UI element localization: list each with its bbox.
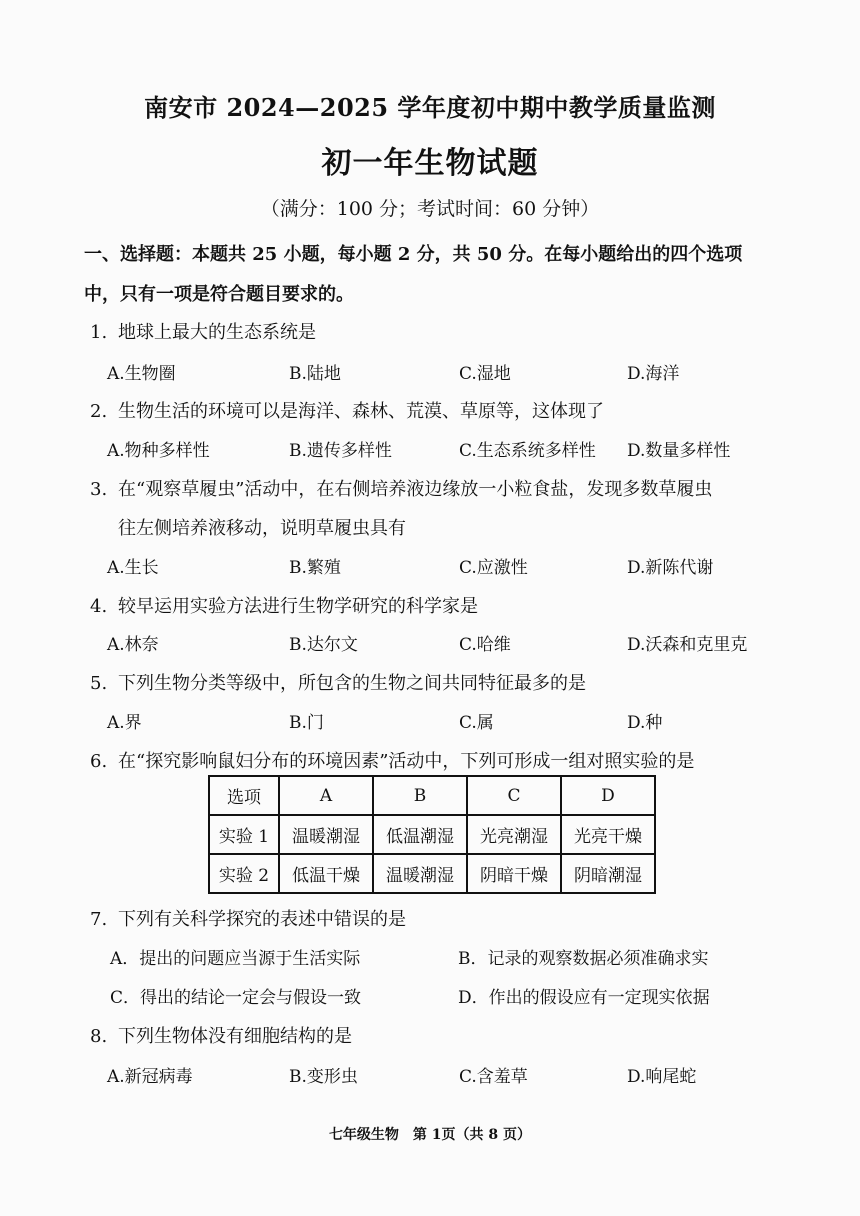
table-header-cell: B <box>373 776 467 815</box>
option-c: C.含羞草 <box>459 1067 528 1087</box>
question-4 <box>90 592 478 618</box>
option-c: C.属 <box>459 713 494 733</box>
question-text: 在“探究影响鼠妇分布的环境因素”活动中，下列可形成一组对照实验的是 <box>118 751 695 772</box>
table-cell: 低温潮湿 <box>373 815 467 854</box>
question-3-text-continued: 往左侧培养液移动，说明草履虫具有 <box>118 518 406 539</box>
question-3 <box>90 475 712 501</box>
table-cell: 实验 2 <box>209 854 279 893</box>
table-cell: 光亮潮湿 <box>467 815 561 854</box>
table-header-cell: D <box>561 776 655 815</box>
table-cell: 实验 1 <box>209 815 279 854</box>
question-number: 8. <box>90 1026 108 1047</box>
option-c: C.哈维 <box>459 635 511 655</box>
question-text: 地球上最大的生态系统是 <box>118 322 316 343</box>
question-text: 生物生活的环境可以是海洋、森林、荒漠、草原等，这体现了 <box>118 401 604 422</box>
table-header-cell: 选项 <box>209 776 279 815</box>
question-number: 1. <box>90 322 108 343</box>
question-number: 3. <box>90 479 108 500</box>
question-text: 下列生物分类等级中，所包含的生物之间共同特征最多的是 <box>118 673 586 694</box>
table-cell: 光亮干燥 <box>561 815 655 854</box>
question-6 <box>90 747 694 773</box>
option-a: A.新冠病毒 <box>107 1067 193 1087</box>
question-5 <box>90 669 586 695</box>
table-cell: 低温干燥 <box>279 854 373 893</box>
option-d: D.新陈代谢 <box>627 558 714 578</box>
option-d: D.响尾蛇 <box>627 1067 697 1087</box>
table-row <box>209 854 655 893</box>
option-c: C．得出的结论一定会与假设一致 <box>110 988 362 1008</box>
question-text: 下列生物体没有细胞结构的是 <box>118 1026 352 1047</box>
exam-title: 南安市 2024—2025 学年度初中期中教学质量监测 <box>144 93 716 122</box>
option-d: D.海洋 <box>627 364 680 384</box>
option-b: B.变形虫 <box>289 1067 358 1087</box>
question-number: 7. <box>90 909 108 930</box>
question-text: 在“观察草履虫”活动中，在右侧培养液边缘放一小粒食盐，发现多数草履虫 <box>118 479 713 500</box>
table-header-cell: A <box>279 776 373 815</box>
option-b: B.遗传多样性 <box>289 441 392 461</box>
option-a: A．提出的问题应当源于生活实际 <box>110 949 361 969</box>
option-d: D.数量多样性 <box>627 441 731 461</box>
option-a: A.生长 <box>107 558 159 578</box>
page-footer: 七年级生物 第 1页（共 8 页） <box>328 1127 532 1143</box>
table-cell: 温暖潮湿 <box>373 854 467 893</box>
question-number: 5. <box>90 673 108 694</box>
exam-subject: 初一年生物试题 <box>321 146 539 181</box>
question-7 <box>90 905 406 931</box>
question-text: 下列有关科学探究的表述中错误的是 <box>118 909 406 930</box>
option-b: B.繁殖 <box>289 558 341 578</box>
option-b: B．记录的观察数据必须准确求实 <box>458 949 709 969</box>
option-d: D．作出的假设应有一定现实依据 <box>458 988 710 1008</box>
exam-meta: （满分：100 分；考试时间：60 分钟） <box>260 198 600 220</box>
option-a: A.界 <box>107 713 142 733</box>
option-d: D.沃森和克里克 <box>627 635 748 655</box>
option-a: A.物种多样性 <box>107 441 210 461</box>
table-header-row <box>209 776 655 815</box>
question-1 <box>90 318 316 344</box>
question-2 <box>90 397 604 423</box>
table-row <box>209 815 655 854</box>
option-c: C.生态系统多样性 <box>459 441 596 461</box>
table-cell: 温暖潮湿 <box>279 815 373 854</box>
experiment-table <box>208 775 656 894</box>
question-number: 2. <box>90 401 108 422</box>
question-number: 6. <box>90 751 108 772</box>
question-text: 较早运用实验方法进行生物学研究的科学家是 <box>118 596 478 617</box>
option-a: A.生物圈 <box>107 364 176 384</box>
option-b: B.达尔文 <box>289 635 358 655</box>
option-a: A.林奈 <box>107 635 159 655</box>
question-number: 4. <box>90 596 108 617</box>
option-c: C.湿地 <box>459 364 511 384</box>
option-d: D.种 <box>627 713 663 733</box>
table-cell: 阴暗干燥 <box>467 854 561 893</box>
table-cell: 阴暗潮湿 <box>561 854 655 893</box>
table-header-cell: C <box>467 776 561 815</box>
section-instructions-line-2: 中，只有一项是符合题目要求的。 <box>84 284 354 305</box>
option-b: B.陆地 <box>289 364 341 384</box>
section-instructions-line-1: 一、选择题：本题共 25 小题，每小题 2 分，共 50 分。在每小题给出的四个选项 <box>84 244 743 265</box>
question-8 <box>90 1022 352 1048</box>
option-c: C.应激性 <box>459 558 528 578</box>
option-b: B.门 <box>289 713 324 733</box>
